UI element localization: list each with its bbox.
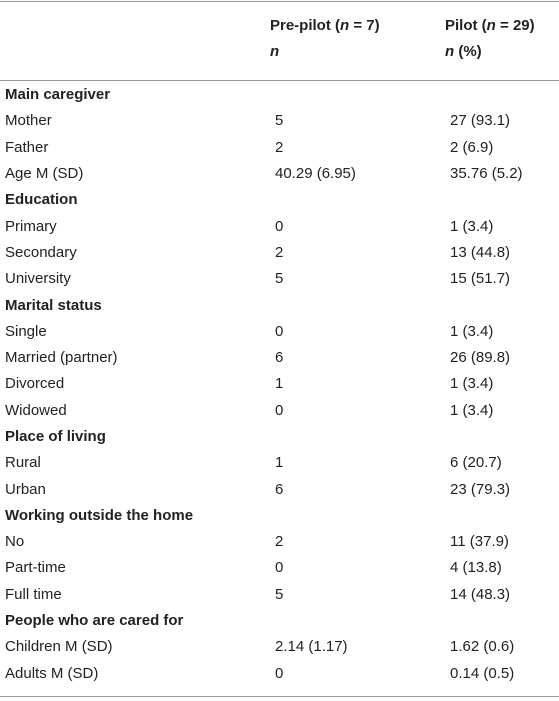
- section-header-row: [0, 82, 559, 108]
- pilot-value: 4 (13.8): [450, 559, 502, 577]
- pilot-value: 6 (20.7): [450, 454, 502, 472]
- pilot-value: 14 (48.3): [450, 585, 511, 603]
- section-label: Working outside the home: [5, 506, 194, 524]
- table-row: [0, 555, 559, 581]
- pre-pilot-value: 5: [275, 270, 284, 288]
- pre-pilot-value: 2.14 (1.17): [275, 638, 348, 656]
- pre-pilot-value: 2: [275, 138, 284, 156]
- col-subheader-pre-pilot-n: n: [270, 43, 280, 60]
- table-row: [0, 240, 559, 266]
- pilot-value: 1 (3.4): [450, 322, 494, 340]
- pre-pilot-value: 1: [275, 375, 284, 393]
- table-row: [0, 135, 559, 161]
- table-row: [0, 319, 559, 345]
- pilot-value: 2 (6.9): [450, 138, 494, 156]
- pilot-value: 23 (79.3): [450, 480, 511, 498]
- pre-pilot-value: 40.29 (6.95): [275, 165, 356, 183]
- row-label: Primary: [5, 217, 57, 235]
- row-label: Married (partner): [5, 349, 118, 367]
- section-header-row: [0, 503, 559, 529]
- row-label: No: [5, 533, 25, 551]
- pilot-value: 11 (37.9): [450, 533, 509, 551]
- pilot-value: 1 (3.4): [450, 217, 494, 235]
- row-label: Part-time: [5, 559, 66, 577]
- pre-pilot-value: 6: [275, 480, 284, 498]
- row-label: Urban: [5, 480, 46, 498]
- section-header-row: [0, 187, 559, 213]
- row-label: Adults M (SD): [5, 664, 99, 682]
- header-rule: [0, 80, 559, 81]
- col-header-pre-pilot-text: Pre-pilot (: [270, 17, 340, 34]
- table-row: [0, 213, 559, 239]
- table-row: [0, 161, 559, 187]
- pre-pilot-value: 2: [275, 533, 284, 551]
- data-table: [0, 82, 559, 687]
- section-label: Marital status: [5, 296, 102, 314]
- table-row: [0, 108, 559, 134]
- row-label: Widowed: [5, 401, 67, 419]
- col-subheader-pre-pilot: [270, 43, 279, 61]
- section-header-row: [0, 424, 559, 450]
- pilot-value: 13 (44.8): [450, 243, 511, 261]
- col-header-pre-pilot-count: = 7): [349, 17, 380, 34]
- section-label: Place of living: [5, 428, 106, 445]
- col-header-pilot-text: Pilot (: [445, 17, 487, 34]
- pre-pilot-value: 0: [275, 322, 284, 340]
- pre-pilot-value: 0: [275, 559, 284, 577]
- col-header-pre-pilot: [270, 17, 380, 35]
- table-top-rule: [0, 1, 559, 2]
- row-label: Secondary: [5, 243, 77, 261]
- pre-pilot-value: 1: [275, 454, 284, 472]
- table-row: [0, 345, 559, 371]
- col-subheader-pilot: [445, 43, 482, 61]
- col-subheader-pilot-pct: (%): [454, 43, 482, 60]
- section-label: Main caregiver: [5, 86, 111, 104]
- row-label: Age M (SD): [5, 165, 84, 183]
- pilot-value: 1 (3.4): [450, 401, 494, 419]
- pre-pilot-value: 2: [275, 243, 284, 261]
- table-row: [0, 450, 559, 476]
- row-label: University: [5, 270, 71, 288]
- col-header-pilot: [445, 17, 535, 35]
- pre-pilot-value: 5: [275, 112, 284, 130]
- pilot-value: 35.76 (5.2): [450, 165, 523, 183]
- pilot-value: 1 (3.4): [450, 375, 494, 393]
- row-label: Mother: [5, 112, 52, 130]
- table-row: [0, 266, 559, 292]
- table-row: [0, 634, 559, 660]
- table-bottom-rule: [0, 696, 559, 697]
- row-label: Rural: [5, 454, 41, 472]
- pilot-value: 0.14 (0.5): [450, 664, 515, 682]
- table-row: [0, 661, 559, 687]
- pre-pilot-value: 0: [275, 217, 284, 235]
- section-header-row: [0, 608, 559, 634]
- row-label: Father: [5, 138, 49, 156]
- pilot-value: 26 (89.8): [450, 349, 511, 367]
- table-row: [0, 582, 559, 608]
- pre-pilot-value: 0: [275, 664, 284, 682]
- section-label: Education: [5, 191, 78, 209]
- pilot-value: 15 (51.7): [450, 270, 511, 288]
- pre-pilot-value: 6: [275, 349, 284, 367]
- pre-pilot-value: 0: [275, 401, 284, 419]
- col-subheader-pilot-n: n: [445, 43, 455, 60]
- row-label: Children M (SD): [5, 638, 113, 656]
- pilot-value: 1.62 (0.6): [450, 638, 515, 656]
- section-label: People who are cared for: [5, 612, 184, 630]
- col-header-pre-pilot-n: n: [340, 17, 350, 34]
- table-row: [0, 371, 559, 397]
- row-label: Full time: [5, 585, 62, 603]
- pilot-value: 27 (93.1): [450, 112, 511, 130]
- pre-pilot-value: 5: [275, 585, 284, 603]
- table-row: [0, 476, 559, 502]
- table-row: [0, 398, 559, 424]
- col-header-pilot-n: n: [486, 17, 496, 34]
- col-header-pilot-count: = 29): [495, 17, 535, 34]
- row-label: Divorced: [5, 375, 65, 393]
- section-header-row: [0, 292, 559, 318]
- table-row: [0, 529, 559, 555]
- row-label: Single: [5, 322, 47, 340]
